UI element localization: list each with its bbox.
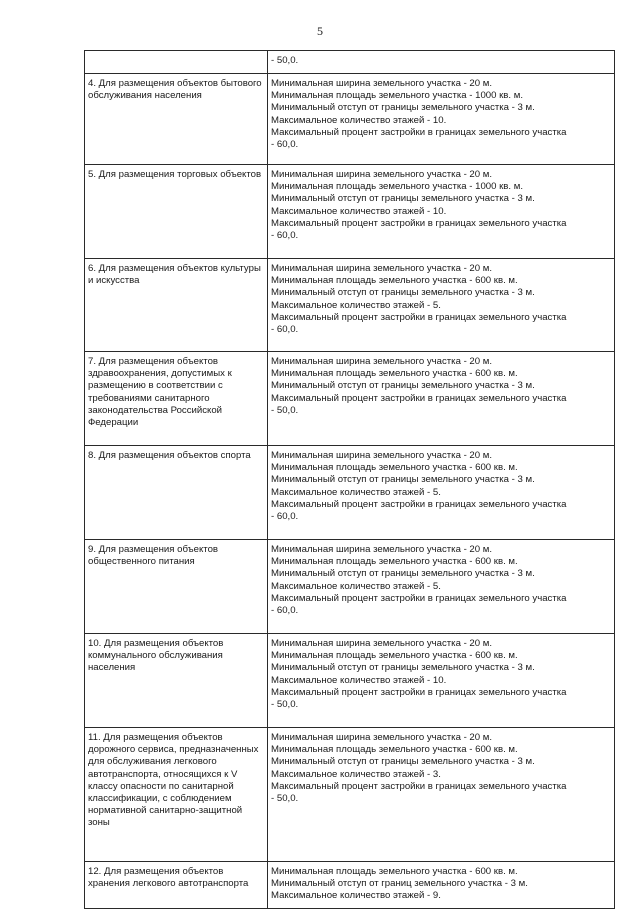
parameter-line: Минимальная ширина земельного участка - 20 м.: [271, 263, 493, 274]
table-row: [85, 862, 615, 909]
parameter-line: - 50,0.: [271, 699, 299, 711]
parameter-line: Минимальный отступ от границы земельного участка - 3 м.: [271, 102, 535, 114]
purpose-cell: [85, 728, 268, 862]
table-row: [85, 352, 615, 446]
parameter-line: Минимальная площадь земельного участка - 600 кв. м.: [271, 556, 518, 568]
table-row: [85, 259, 615, 352]
purpose-text: 8. Для размещения объектов спорта: [88, 450, 251, 461]
parameter-line: Минимальная площадь земельного участка - 600 кв. м.: [271, 650, 518, 662]
parameter-line: Минимальный отступ от границы земельного участка - 3 м.: [271, 568, 535, 580]
parameter-line: - 50,0.: [271, 793, 299, 805]
purpose-text: 9. Для размещения объектов общественного питания: [88, 544, 219, 568]
parameters-cell: [268, 51, 615, 74]
continuation-text: - 50,0.: [271, 55, 299, 66]
table-row: [85, 540, 615, 634]
parameter-line: Максимальное количество этажей - 10.: [271, 674, 447, 686]
parameter-line: Максимальный процент застройки в границах земельного участка: [271, 392, 567, 404]
parameter-line: Минимальная площадь земельного участка - 1000 кв. м.: [271, 181, 523, 193]
parameter-line: - 50,0.: [271, 404, 299, 416]
parameter-line: Минимальный отступ от границы земельного участка - 3 м.: [271, 474, 535, 486]
parameter-line: Минимальная ширина земельного участка - 20 м.: [271, 732, 493, 743]
purpose-text: 4. Для размещения объектов бытового обслуживания населения: [88, 78, 262, 102]
purpose-cell: [85, 259, 268, 352]
parameter-line: Максимальный процент застройки в границах земельного участка: [271, 686, 567, 698]
purpose-cell: [85, 446, 268, 540]
purpose-text: 7. Для размещения объектов здравоохранения, допустимых к размещению в соответствии с требованиями санитарного законодательства Российской Федерации: [88, 356, 232, 429]
parameter-line: Минимальный отступ от границы земельного участка - 3 м.: [271, 756, 535, 768]
parameters-cell: [268, 540, 615, 634]
parameter-line: Минимальный отступ от границы земельного участка - 3 м.: [271, 662, 535, 674]
parameter-line: Минимальный отступ от границы земельного участка - 3 м.: [271, 287, 535, 299]
table-row: [85, 446, 615, 540]
parameter-line: - 60,0.: [271, 324, 299, 336]
purpose-text: 6. Для размещения объектов культуры и искусства: [88, 263, 261, 287]
table-row: [85, 634, 615, 728]
purpose-cell: [85, 540, 268, 634]
parameter-line: Минимальная площадь земельного участка - 600 кв. м.: [271, 275, 518, 287]
parameter-line: Минимальная ширина земельного участка - 20 м.: [271, 169, 493, 180]
purpose-cell: [85, 165, 268, 259]
parameter-line: - 60,0.: [271, 230, 299, 242]
parameter-line: Максимальное количество этажей - 3.: [271, 768, 441, 780]
parameter-line: Минимальная площадь земельного участка - 600 кв. м.: [271, 744, 518, 756]
parameter-line: Максимальный процент застройки в границах земельного участка: [271, 780, 567, 792]
parameter-line: - 60,0.: [271, 511, 299, 523]
page-number: 5: [317, 24, 323, 38]
table-row: [85, 165, 615, 259]
parameters-cell: [268, 634, 615, 728]
parameter-line: Максимальный процент застройки в границах земельного участка: [271, 126, 567, 138]
purpose-text: 5. Для размещения торговых объектов: [88, 169, 262, 180]
parameter-line: Минимальный отступ от границ земельного участка - 3 м.: [271, 878, 528, 890]
parameter-line: Максимальное количество этажей - 9.: [271, 890, 441, 902]
parameters-cell: [268, 165, 615, 259]
table-row-continuation: [85, 51, 615, 74]
parameter-line: Минимальная площадь земельного участка - 1000 кв. м.: [271, 90, 523, 102]
purpose-cell: [85, 862, 268, 909]
purpose-text: 11. Для размещения объектов дорожного сервиса, предназначенных для обслуживания легкового автотранспорта, относящихся к V классу опасности по санитарной классификации, с соблюдением нормативной санитарно-защитной зоны: [88, 732, 259, 829]
parameter-line: Минимальная площадь земельного участка - 600 кв. м.: [271, 368, 518, 380]
parameter-line: Максимальный процент застройки в границах земельного участка: [271, 311, 567, 323]
purpose-cell: [85, 51, 268, 74]
purpose-cell: [85, 634, 268, 728]
purpose-text: 10. Для размещения объектов коммунального обслуживания населения: [88, 638, 224, 674]
parameter-line: Минимальная ширина земельного участка - 20 м.: [271, 356, 493, 367]
parameters-cell: [268, 74, 615, 165]
parameter-line: Максимальное количество этажей - 5.: [271, 486, 441, 498]
parameter-line: Минимальная площадь земельного участка - 600 кв. м.: [271, 462, 518, 474]
parameter-line: Максимальное количество этажей - 10.: [271, 205, 447, 217]
parameters-cell: [268, 259, 615, 352]
parameter-line: Минимальная ширина земельного участка - 20 м.: [271, 638, 493, 649]
parameter-line: Минимальная ширина земельного участка - 20 м.: [271, 78, 493, 89]
purpose-cell: [85, 74, 268, 165]
parameter-line: Минимальный отступ от границы земельного участка - 3 м.: [271, 380, 535, 392]
parameter-line: Максимальное количество этажей - 5.: [271, 580, 441, 592]
parameters-cell: [268, 862, 615, 909]
parameter-line: Максимальное количество этажей - 5.: [271, 299, 441, 311]
parameters-cell: [268, 728, 615, 862]
purpose-text: 12. Для размещения объектов хранения легкового автотранспорта: [88, 866, 249, 890]
parameter-line: Максимальный процент застройки в границах земельного участка: [271, 498, 567, 510]
purpose-cell: [85, 352, 268, 446]
parameter-line: - 60,0.: [271, 139, 299, 151]
table-row: [85, 74, 615, 165]
parameter-line: - 60,0.: [271, 605, 299, 617]
parameter-line: Минимальная ширина земельного участка - 20 м.: [271, 450, 493, 461]
table-row: [85, 728, 615, 862]
parameter-line: Максимальное количество этажей - 10.: [271, 114, 447, 126]
parameter-line: Минимальный отступ от границы земельного участка - 3 м.: [271, 193, 535, 205]
parameter-line: Максимальный процент застройки в границах земельного участка: [271, 217, 567, 229]
parameters-cell: [268, 352, 615, 446]
parameter-line: Минимальная ширина земельного участка - 20 м.: [271, 544, 493, 555]
parameters-cell: [268, 446, 615, 540]
parameter-line: Минимальная площадь земельного участка - 600 кв. м.: [271, 866, 518, 877]
parameter-line: Максимальный процент застройки в границах земельного участка: [271, 592, 567, 604]
regulations-table: [84, 50, 615, 909]
